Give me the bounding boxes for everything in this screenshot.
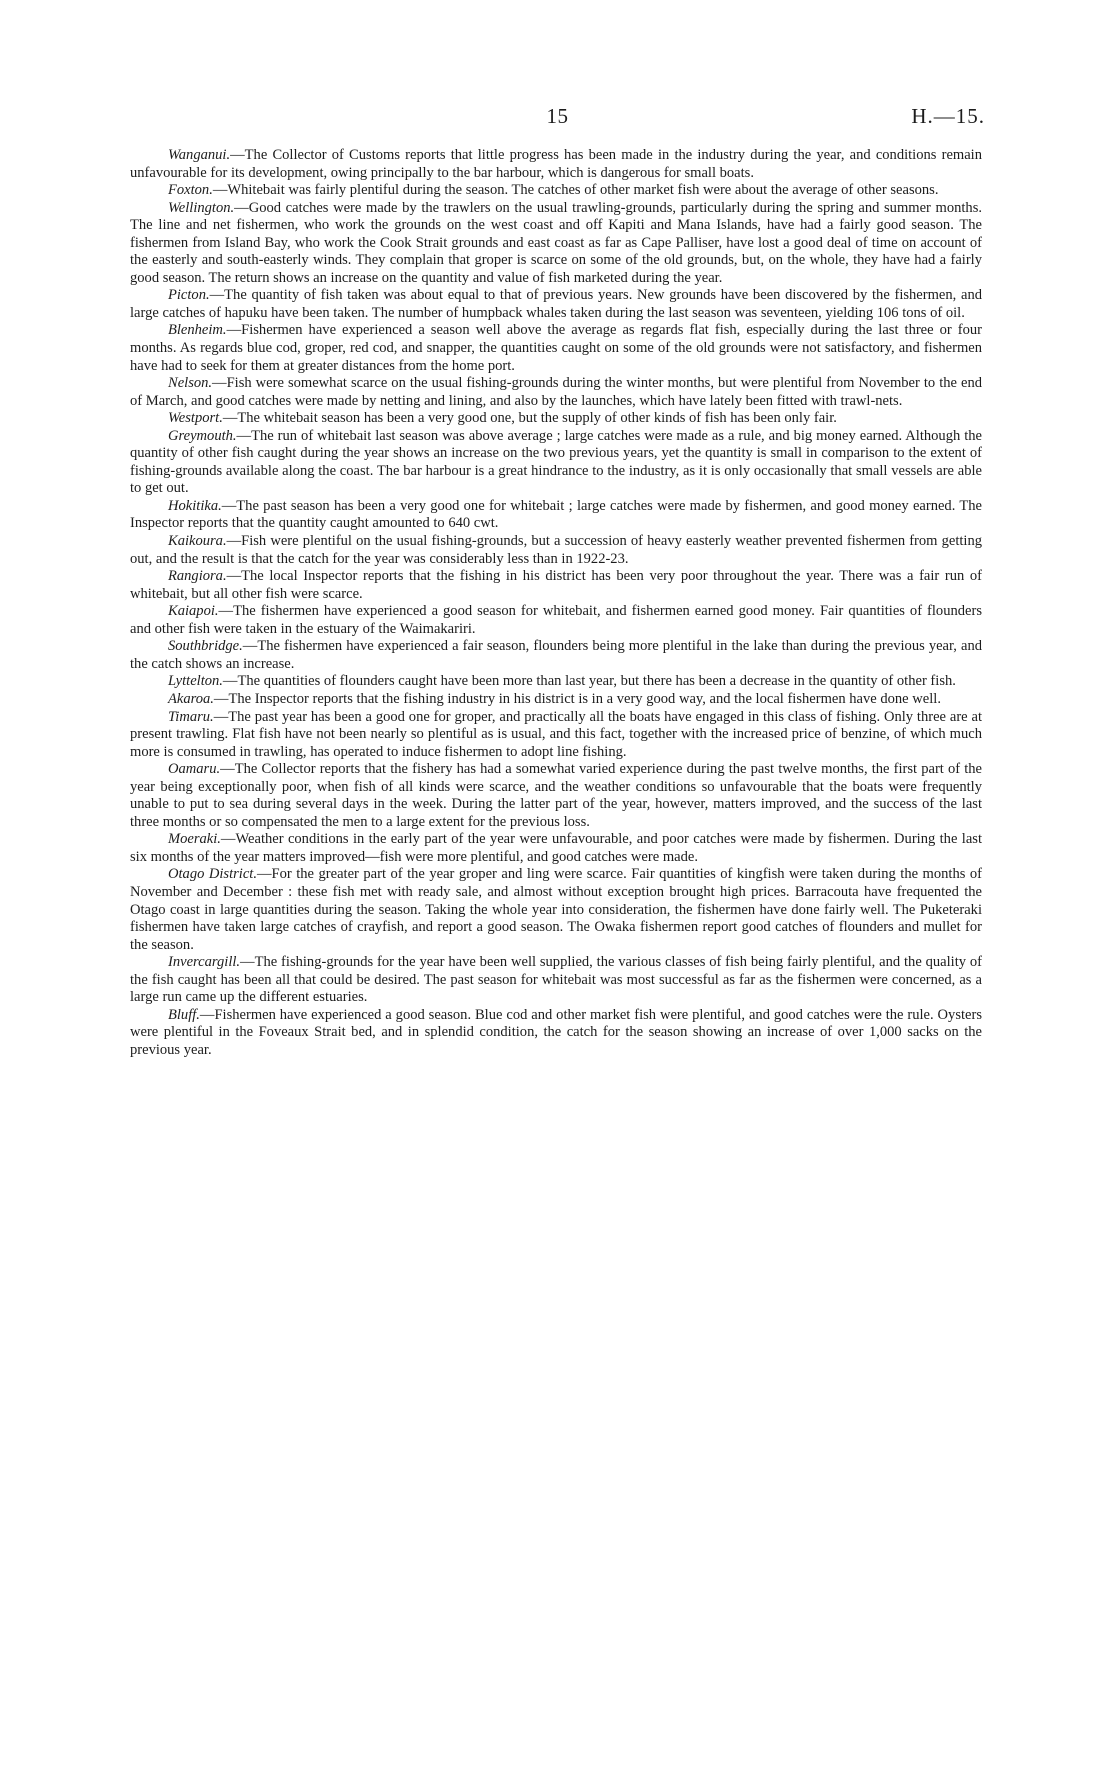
district-name: Akaroa. [168,690,214,707]
district-report-text: —Fishermen have experienced a good season. Blue cod and other market fish were plentiful, and good catches were the rule. Oysters were plentiful in the Foveaux Strait bed, and in splendid condition, the catch for the season showing an increase of over 1,000 sacks on the previous year. [130,1006,982,1058]
district-name: Foxton. [168,182,213,199]
district-name: Westport. [168,410,223,427]
district-report-text: —The local Inspector reports that the fishing in his district has been very poor throughout the year. There was a fair run of whitebait, but all other fish were scarce. [130,568,982,602]
district-name: Rangiora. [168,568,227,585]
district-paragraph [130,866,982,954]
district-paragraph [130,182,982,200]
district-paragraph [130,533,982,568]
district-paragraph [130,709,982,762]
district-name: Picton. [168,287,210,304]
district-paragraph [130,200,982,288]
district-paragraph [130,831,982,866]
district-report-text: —The fishing-grounds for the year have been well supplied, the various classes of fish being fairly plentiful, and the quality of the fish caught has been all that could be desired. The past season for whitebait was most successful as far as the fishermen were concerned, as a large run came up the different estuaries. [130,954,982,1006]
district-report-text: —The quantities of flounders caught have been more than last year, but there has been a decrease in the quantity of other fish. [222,673,956,690]
district-report-text: —For the greater part of the year groper and ling were scarce. Fair quantities of kingfish were taken during the months of November and December : these fish met with ready sale, and almost without exception brought high prices. Barracouta have frequented the Otago coast in large quantities during the season. Taking the whole year into consideration, the fishermen have done fairly well. The Puketeraki fishermen have taken large catches of crayfish, and report a good season. The Owaka fishermen report good catches of flounders and mullet for the season. [130,866,983,953]
district-paragraph [130,410,982,428]
district-paragraph [130,673,982,691]
district-paragraph [130,568,982,603]
district-paragraph [130,287,982,322]
district-report-text: —The Collector reports that the fishery has had a somewhat varied experience during the past twelve months, the first part of the year being exceptionally poor, when fish of all kinds were scarce, and the weather conditions so unfavourable that the boats were frequently unable to put to sea during several days in the week. During the latter part of the year, however, matters improved, and the success of the last three months or so compensated the men to a large extent for the previous loss. [130,761,982,830]
report-body [130,147,982,1059]
district-report-text: —The quantity of fish taken was about equal to that of previous years. New grounds have been discovered by the fishermen, and large catches of hapuku have been taken. The number of humpback whales taken during the last season was seventeen, yielding 106 tons of oil. [130,287,982,321]
district-paragraph [130,322,982,375]
district-name: Wanganui. [168,147,231,163]
district-report-text: —The fishermen have experienced a good season for whitebait, and fishermen earned good money. Fair quantities of flounders and other fish were taken in the estuary of the Waimakariri. [130,603,982,637]
district-paragraph [130,375,982,410]
district-name: Oamaru. [168,761,221,778]
district-report-text: —The whitebait season has been a very good one, but the supply of other kinds of fish has been only fair. [222,410,837,427]
page-header [130,104,985,130]
district-paragraph [130,1007,982,1060]
district-name: Otago District. [168,866,257,883]
district-paragraph [130,147,982,182]
district-report-text: —Fish were somewhat scarce on the usual fishing-grounds during the winter months, but were plentiful from November to the end of March, and good catches were made by netting and lining, and also by the launches, which have lately been fitted with trawl-nets. [130,375,982,409]
district-report-text: —Fishermen have experienced a season well above the average as regards flat fish, especially during the last three or four months. As regards blue cod, groper, red cod, and snapper, the quantities caught on some of the old grounds were not satisfactory, and fishermen have had to seek for them at greater distances from the home port. [130,322,982,374]
district-paragraph [130,691,982,709]
district-report-text: —The past year has been a good one for groper, and practically all the boats have engaged in this class of fishing. Only three are at present trawling. Flat fish have not been nearly so plentiful as is usual, and this fact, together with the increased price of benzine, of which much more is consumed in trawling, has operated to induce fishermen to adopt line fishing. [130,708,982,760]
district-name: Kaikoura. [168,533,227,550]
district-report-text: —Whitebait was fairly plentiful during the season. The catches of other market fish were about the average of other seasons. [212,182,939,199]
district-name: Southbridge. [168,638,243,655]
district-name: Greymouth. [168,427,237,444]
district-report-text: —The run of whitebait last season was above average ; large catches were made as a rule, and big money earned. Although the quantity of other fish caught during the year shows an increase on the two previous years, yet the quantity is small in comparison to the extent of fishing-grounds available along the coast. The bar harbour is a great hindrance to the industry, as it is only occasionally that small vessels are able to get out. [130,427,982,497]
district-paragraph [130,498,982,533]
page-number: 15 [546,104,569,128]
district-report-text: —The past season has been a very good one for whitebait ; large catches were made by fishermen, and good money earned. The Inspector reports that the quantity caught amounted to 640 cwt. [130,497,982,532]
district-report-text: —Fish were plentiful on the usual fishing-grounds, but a succession of heavy easterly weather prevented fishermen from getting out, and the result is that the catch for the year was considerably less than in 1922-23. [130,533,982,567]
district-paragraph [130,603,982,638]
district-name: Timaru. [168,708,214,725]
district-name: Wellington. [168,199,235,216]
district-name: Lyttelton. [168,673,223,690]
district-report-text: —The Collector of Customs reports that little progress has been made in the industry during the year, and conditions remain unfavourable for its development, owing principally to the bar harbour, which is dangerous for small boats. [130,147,982,181]
district-name: Moeraki. [168,831,221,848]
district-name: Nelson. [168,375,213,392]
district-paragraph [130,638,982,673]
district-report-text: —Good catches were made by the trawlers on the usual trawling-grounds, particularly during the spring and summer months. The line and net fishermen, who work the grounds on the west coast and off Kapiti and Mana Islands, have had a fairly good season. The fishermen from Island Bay, who work the Cook Strait grounds and east coast as far as Cape Palliser, have lost a good deal of time on account of the easterly and south-easterly winds. They complain that groper is scarce on some of the old grounds, but, on the whole, they have had a fairly good season. The return shows an increase on the quantity and value of fish marketed during the year. [130,199,982,286]
district-paragraph [130,761,982,831]
district-report-text: —The Inspector reports that the fishing industry in his district is in a very good way, and the local fishermen have done well. [213,690,941,707]
district-paragraph [130,428,982,498]
district-report-text: —Weather conditions in the early part of the year were unfavourable, and poor catches were made by fishermen. During the last six months of the year matters improved—fish were more plentiful, and good catches were made. [130,831,982,865]
district-report-text: —The fishermen have experienced a fair season, flounders being more plentiful in the lake than during the previous year, and the catch shows an increase. [130,638,982,672]
district-name: Blenheim. [168,322,227,339]
district-paragraph [130,954,982,1007]
district-name: Invercargill. [168,954,241,971]
document-reference: H.—15. [911,104,985,128]
district-name: Kaiapoi. [168,603,219,620]
district-name: Hokitika. [168,497,222,514]
district-name: Bluff. [168,1006,200,1023]
